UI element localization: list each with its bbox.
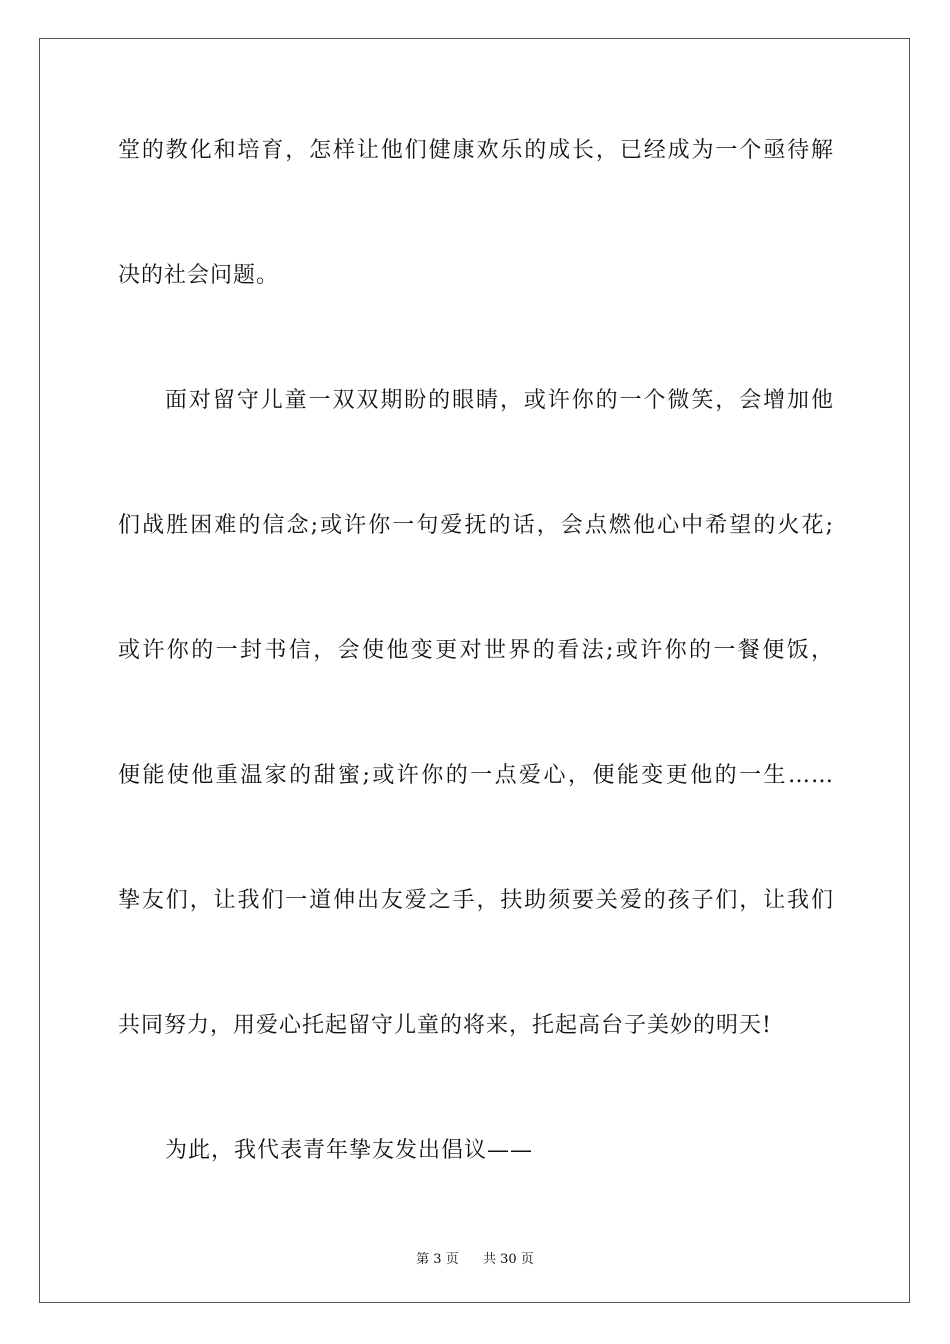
paragraph-line-2: 决的社会问题。 bbox=[118, 263, 280, 288]
paragraph-line-8: 共同努力，用爱心托起留守儿童的将来，托起高台子美妙的明天! bbox=[118, 1013, 772, 1038]
page-border bbox=[39, 38, 910, 1303]
paragraph-line-1: 堂的教化和培育，怎样让他们健康欢乐的成长，已经成为一个亟待解 bbox=[118, 138, 834, 163]
paragraph-line-9: 为此，我代表青年挚友发出倡议—— bbox=[165, 1138, 534, 1163]
paragraph-line-3: 面对留守儿童一双双期盼的眼睛，或许你的一个微笑，会增加他 bbox=[165, 388, 834, 413]
page-number: 第 3 页 bbox=[416, 1252, 459, 1267]
paragraph-line-6: 便能使他重温家的甜蜜;或许你的一点爱心，便能变更他的一生…… bbox=[118, 763, 834, 788]
paragraph-line-7: 挚友们，让我们一道伸出友爱之手，扶助须要关爱的孩子们，让我们 bbox=[118, 888, 834, 913]
paragraph-line-4: 们战胜困难的信念;或许你一句爱抚的话，会点燃他心中希望的火花; bbox=[118, 513, 834, 538]
page-footer bbox=[0, 1248, 950, 1267]
total-pages: 共 30 页 bbox=[483, 1252, 534, 1267]
paragraph-line-5: 或许你的一封书信，会使他变更对世界的看法;或许你的一餐便饭， bbox=[118, 638, 834, 663]
